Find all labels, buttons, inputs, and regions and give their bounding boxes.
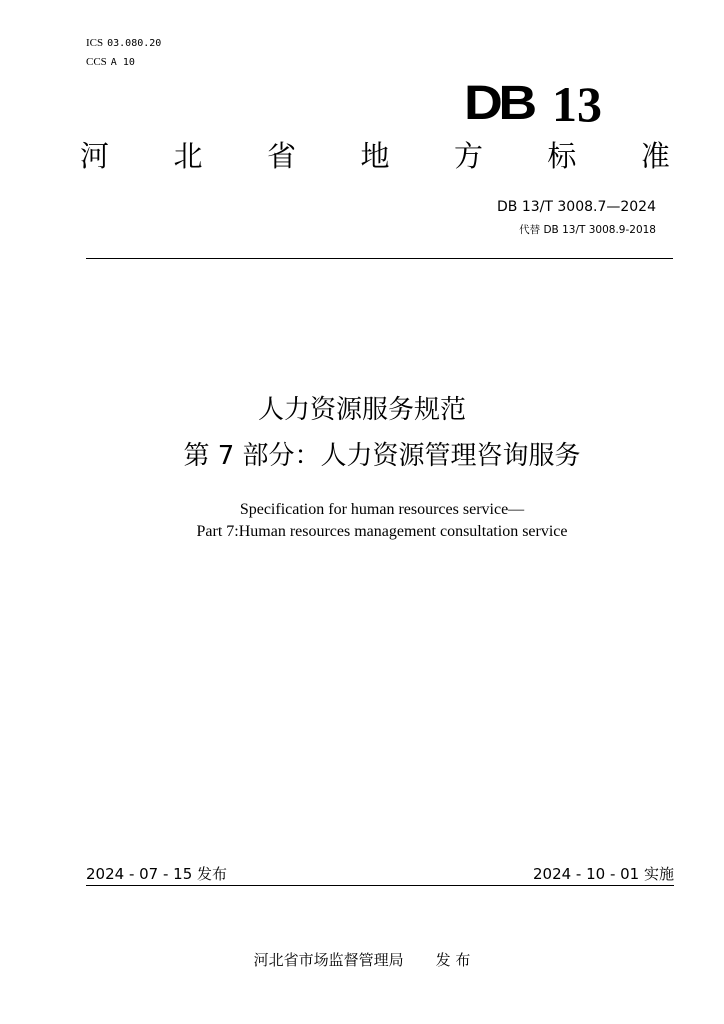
- title-cn-line2: 第 7 部分：人力资源管理咨询服务: [183, 441, 581, 471]
- title-cn-line1: 人力资源服务规范: [257, 395, 466, 425]
- db13-logo: DB 13: [464, 76, 602, 132]
- issuer: [0, 949, 724, 970]
- issuer-name: 河北省市场监督管理局: [253, 951, 404, 969]
- ccs-code: CCS A 10: [86, 56, 135, 68]
- standard-type-title: 河 北 省 地 方 标 准: [80, 139, 670, 173]
- ics-code: ICS 03.080.20: [86, 37, 162, 49]
- replaces-standard: 代替 DB 13/T 3008.9-2018: [519, 224, 656, 236]
- publish-date: 2024 - 07 - 15 发布: [86, 865, 228, 883]
- bottom-divider: [86, 885, 674, 886]
- top-divider: [86, 258, 673, 259]
- standard-number: DB 13/T 3008.7—2024: [497, 199, 656, 215]
- title-en-line1: Specification for human resources service—: [239, 501, 525, 518]
- implement-date: 2024 - 10 - 01 实施: [532, 865, 674, 883]
- title-en-line2: Part 7:Human resources management consultation service: [196, 523, 568, 540]
- issuer-action: 发 布: [435, 951, 471, 969]
